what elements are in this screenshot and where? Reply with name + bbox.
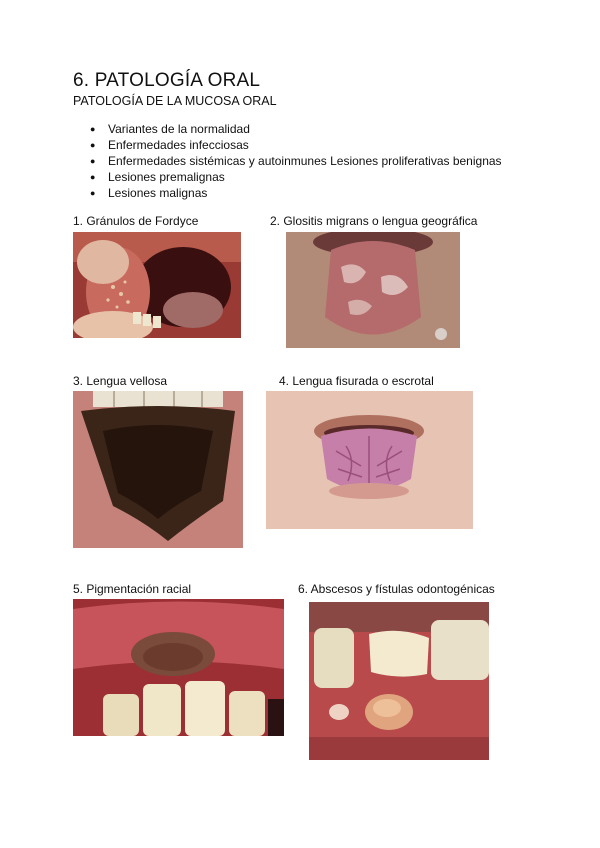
oral-photo-odontogenic-abscess [309,602,489,760]
figure-caption-5: 5. Pigmentación racial [73,582,192,596]
topic-list [90,121,502,201]
list-item: ● Lesiones malignas [90,185,502,201]
oral-photo-fordyce-granules [73,232,241,338]
list-item: ● Variantes de la normalidad [90,121,502,137]
list-item: ● Enfermedades sistémicas y autoinmunes Lesiones proliferativas benignas [90,153,502,169]
oral-photo-fissured-tongue [266,391,473,529]
figure-caption-2: 2. Glositis migrans o lengua geográfica [270,214,478,228]
figure-caption-6: 6. Abscesos y fístulas odontogénicas [298,582,495,596]
section-subtitle: PATOLOGÍA DE LA MUCOSA ORAL [73,94,277,108]
oral-photo-racial-pigmentation [73,599,284,736]
figure-caption-4: 4. Lengua fisurada o escrotal [279,374,434,388]
list-item: ● Enfermedades infecciosas [90,137,502,153]
figure-caption-1: 1. Gránulos de Fordyce [73,214,199,228]
page-title: 6. PATOLOGÍA ORAL [73,70,261,91]
list-item: ● Lesiones premalignas [90,169,502,185]
oral-photo-hairy-tongue [73,391,243,556]
figure-caption-3: 3. Lengua vellosa [73,374,168,388]
oral-photo-geographic-tongue [286,232,460,348]
